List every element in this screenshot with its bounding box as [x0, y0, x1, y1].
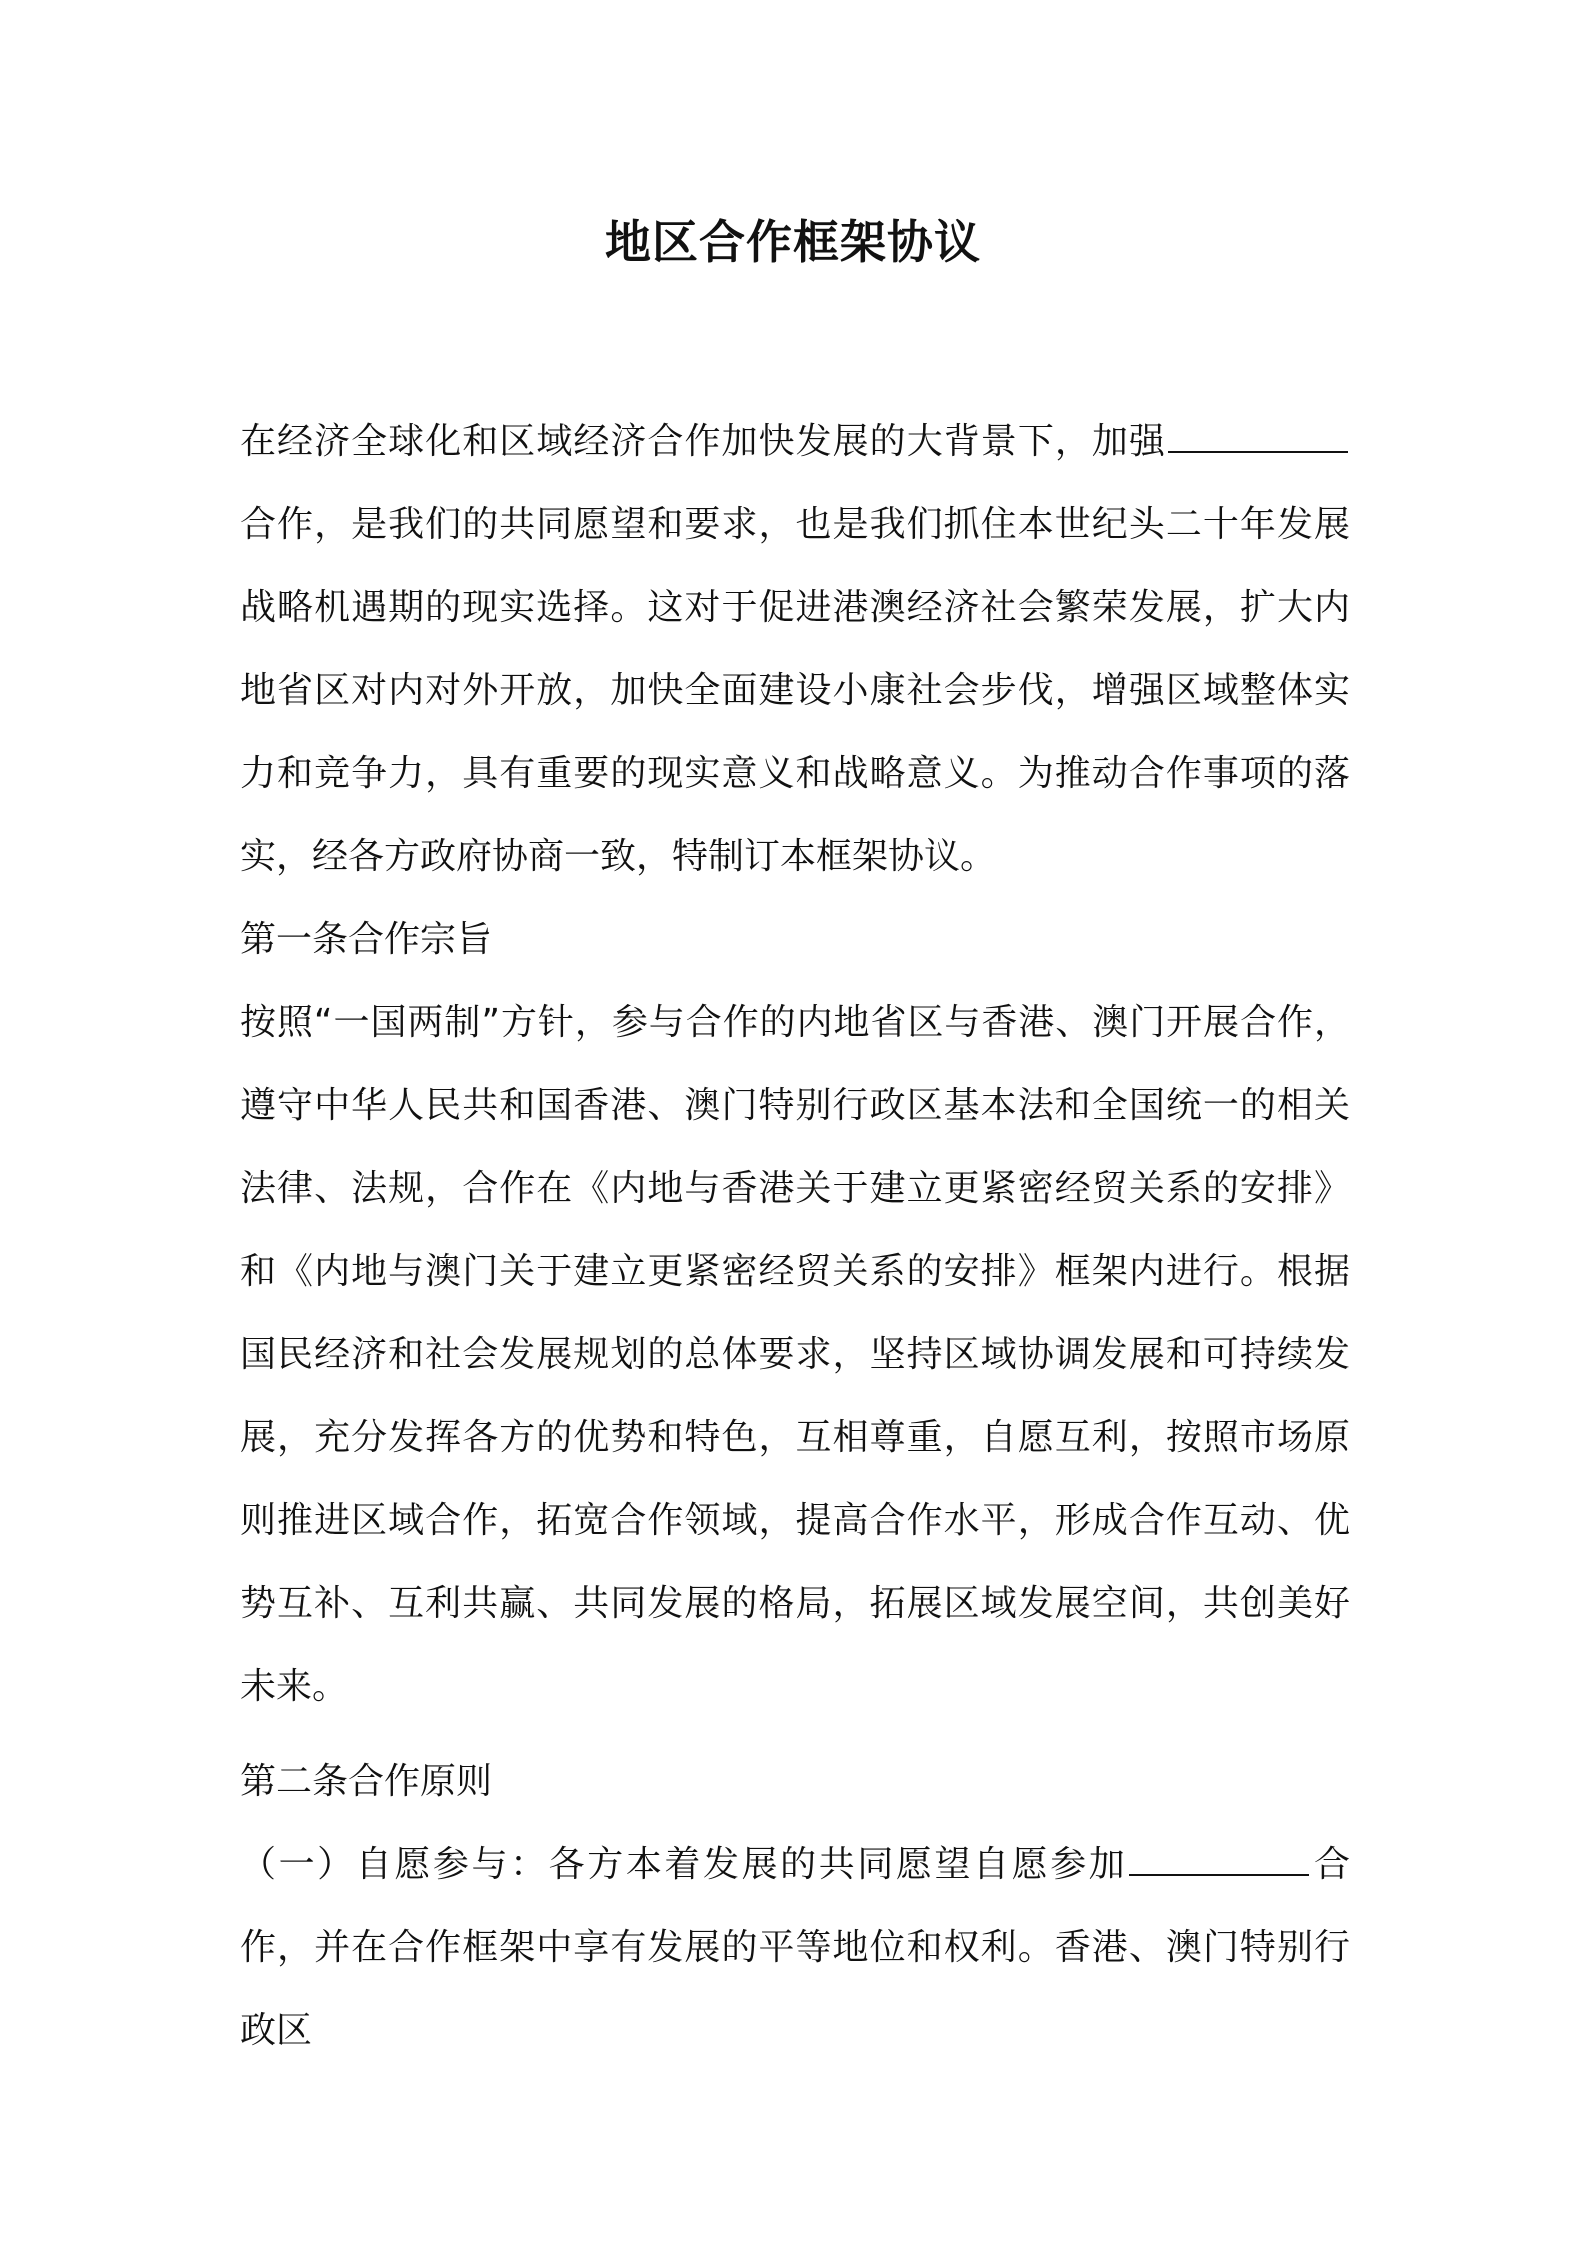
- item-1-text-rest: 合作，并在合作框架中享有发展的平等地位和权利。香港、澳门特别行政区: [240, 1844, 1350, 2051]
- intro-paragraph: [240, 400, 1350, 898]
- item-1-text-start: （一）自愿参与：各方本着发展的共同愿望自愿参加: [240, 1844, 1128, 1885]
- intro-text-rest: 合作，是我们的共同愿望和要求，也是我们抓住本世纪头二十年发展战略机遇期的现实选择。这对于促进港澳经济社会繁荣发展，扩大内地省区对内对外开放，加快全面建设小康社会步伐，增强区域整体实力和竞争力，具有重要的现实意义和战略意义。为推动合作事项的落实，经各方政府协商一致，特制订本框架协议。: [240, 504, 1350, 877]
- article-2-heading: 第二条合作原则: [240, 1761, 493, 1802]
- article-1-body: 按照“一国两制”方针，参与合作的内地省区与香港、澳门开展合作，遵守中华人民共和国香港、澳门特别行政区基本法和全国统一的相关法律、法规，合作在《内地与香港关于建立更紧密经贸关系的安排》和《内地与澳门关于建立更紧密经贸关系的安排》框架内进行。根据国民经济和社会发展规划的总体要求，坚持区域协调发展和可持续发展，充分发挥各方的优势和特色，互相尊重，自愿互利，按照市场原则推进区域合作，拓宽合作领域，提高合作水平，形成合作互动、优势互补、互利共赢、共同发展的格局，拓展区域发展空间，共创美好未来。: [240, 1002, 1350, 1707]
- article-1-heading: 第一条合作宗旨: [240, 919, 493, 960]
- fill-in-blank: [1129, 1834, 1309, 1876]
- article-2-item-1: [240, 1823, 1350, 2072]
- fill-in-blank: [1168, 411, 1348, 453]
- intro-text-start: 在经济全球化和区域经济合作加快发展的大背景下，加强: [240, 421, 1166, 462]
- document-title: 地区合作框架协议: [605, 215, 981, 269]
- document-body: [240, 400, 1350, 2072]
